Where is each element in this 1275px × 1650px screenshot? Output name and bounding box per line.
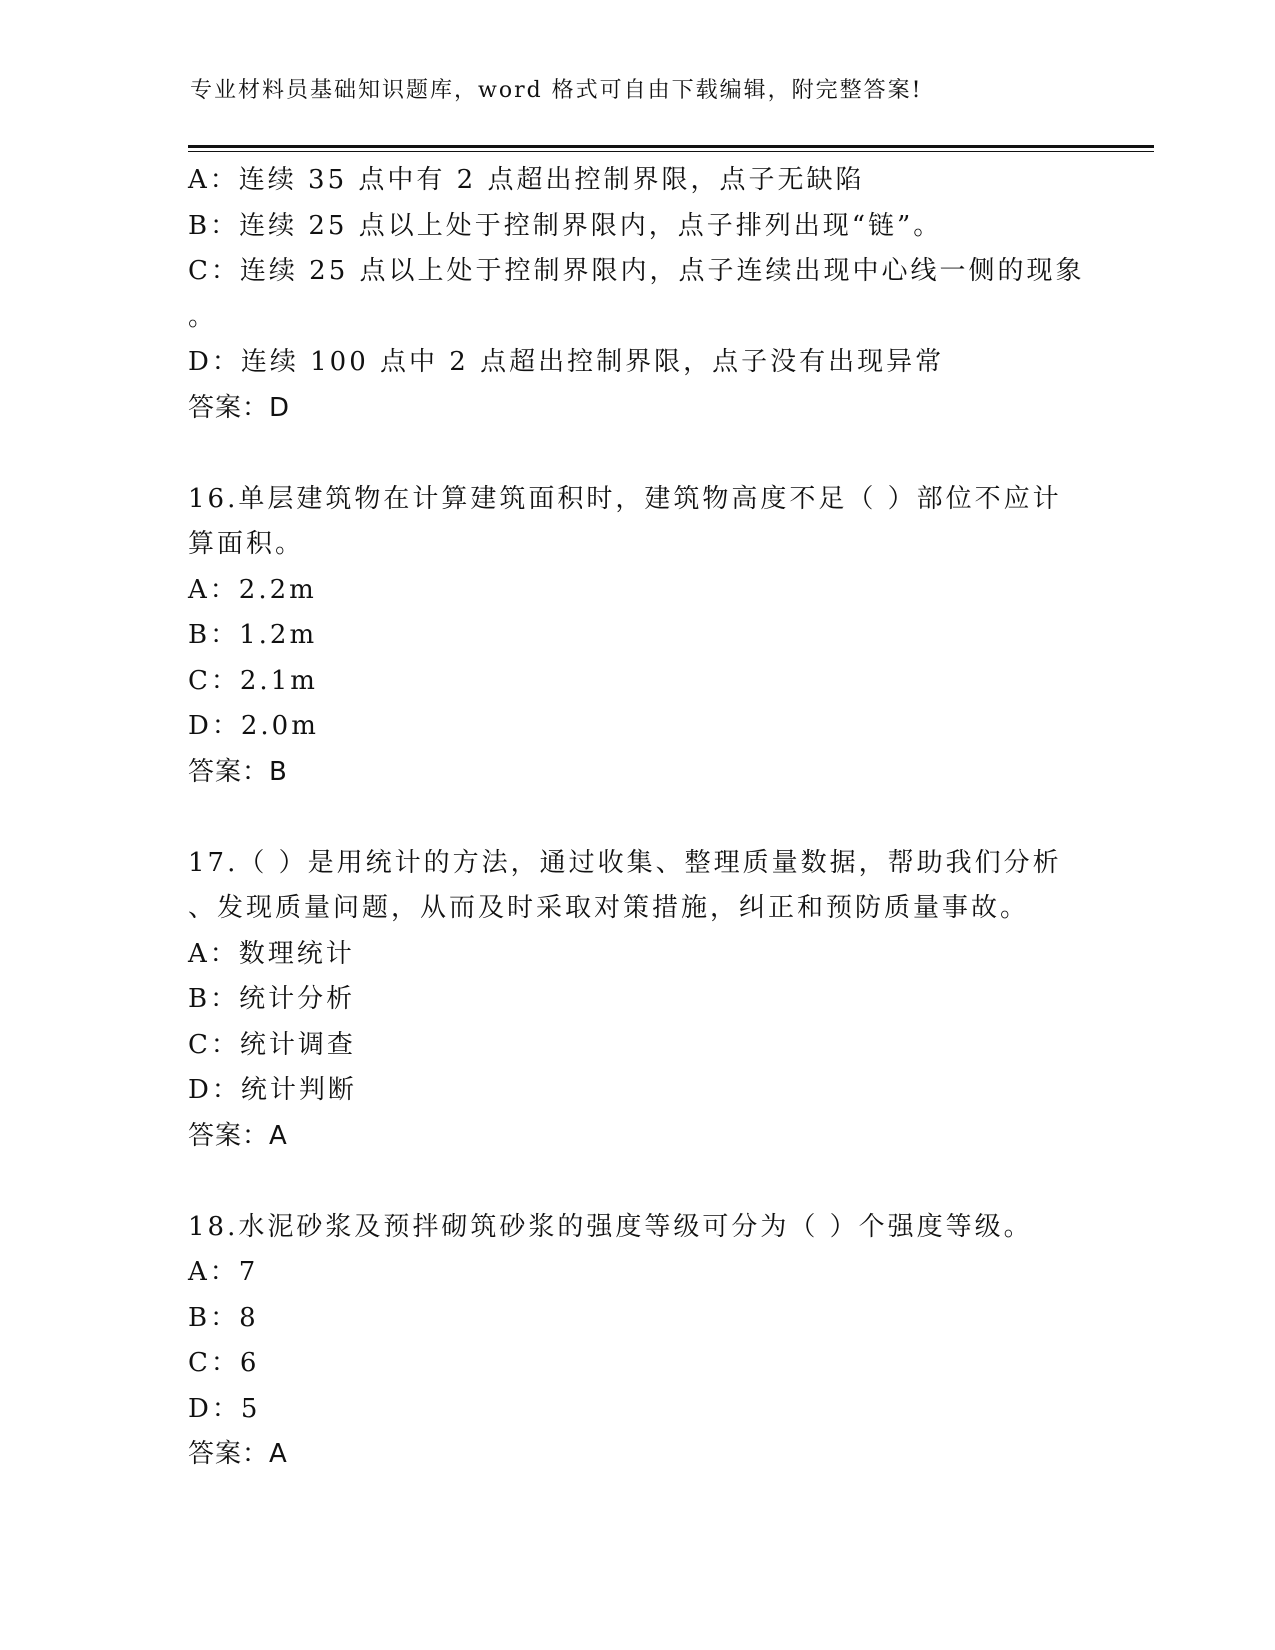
question-18 (188, 1205, 1068, 1478)
answer-line: 答案：B (188, 756, 288, 787)
option-b: B：连续 25 点以上处于控制界限内，点子排列出现“链”。 (188, 210, 943, 241)
option-c: C：统计调查 (188, 1029, 356, 1060)
option-c: C：2.1m (188, 665, 318, 696)
option-c: C：连续 25 点以上处于控制界限内，点子连续出现中心线一侧的现象 (188, 256, 1085, 286)
option-c-continuation: 。 (188, 301, 218, 332)
question-text-continuation: 、发现质量问题，从而及时采取对策措施，纠正和预防质量事故。 (188, 893, 1030, 923)
option-b: B：1.2m (188, 620, 318, 650)
option-c: C：6 (188, 1348, 260, 1378)
question-text: 16.单层建筑物在计算建筑面积时，建筑物高度不足（ ）部位不应计 (188, 483, 1062, 514)
option-a: A：2.2m (188, 574, 317, 605)
option-d: D：2.0m (188, 711, 319, 741)
option-d: D：统计判断 (188, 1075, 357, 1105)
header-rule-thick (188, 145, 1154, 148)
option-a: A：连续 35 点中有 2 点超出控制界限，点子无缺陷 (188, 165, 865, 195)
question-text: 18.水泥砂浆及预拌砌筑砂浆的强度等级可分为（ ）个强度等级。 (188, 1211, 1033, 1242)
document-body (188, 158, 1085, 1478)
question-text-continuation: 算面积。 (188, 529, 305, 559)
question-17 (188, 841, 1068, 1160)
option-a: A：7 (188, 1257, 259, 1287)
question-16 (188, 477, 1068, 796)
question-text: 17.（ ）是用统计的方法，通过收集、整理质量数据，帮助我们分析 (188, 847, 1062, 878)
option-a: A：数理统计 (188, 938, 355, 969)
answer-line: 答案：A (188, 1120, 288, 1151)
page-header: 专业材料员基础知识题库，word 格式可自由下载编辑，附完整答案! (190, 78, 923, 103)
header-rule-thin (188, 151, 1154, 152)
answer-line: 答案：D (188, 392, 291, 423)
option-d: D：5 (188, 1393, 261, 1424)
option-b: B：8 (188, 1302, 259, 1333)
option-d: D：连续 100 点中 2 点超出控制界限，点子没有出现异常 (188, 347, 945, 377)
answer-line: 答案：A (188, 1439, 288, 1469)
option-b: B：统计分析 (188, 984, 356, 1014)
question-15-fragment (188, 158, 1085, 431)
